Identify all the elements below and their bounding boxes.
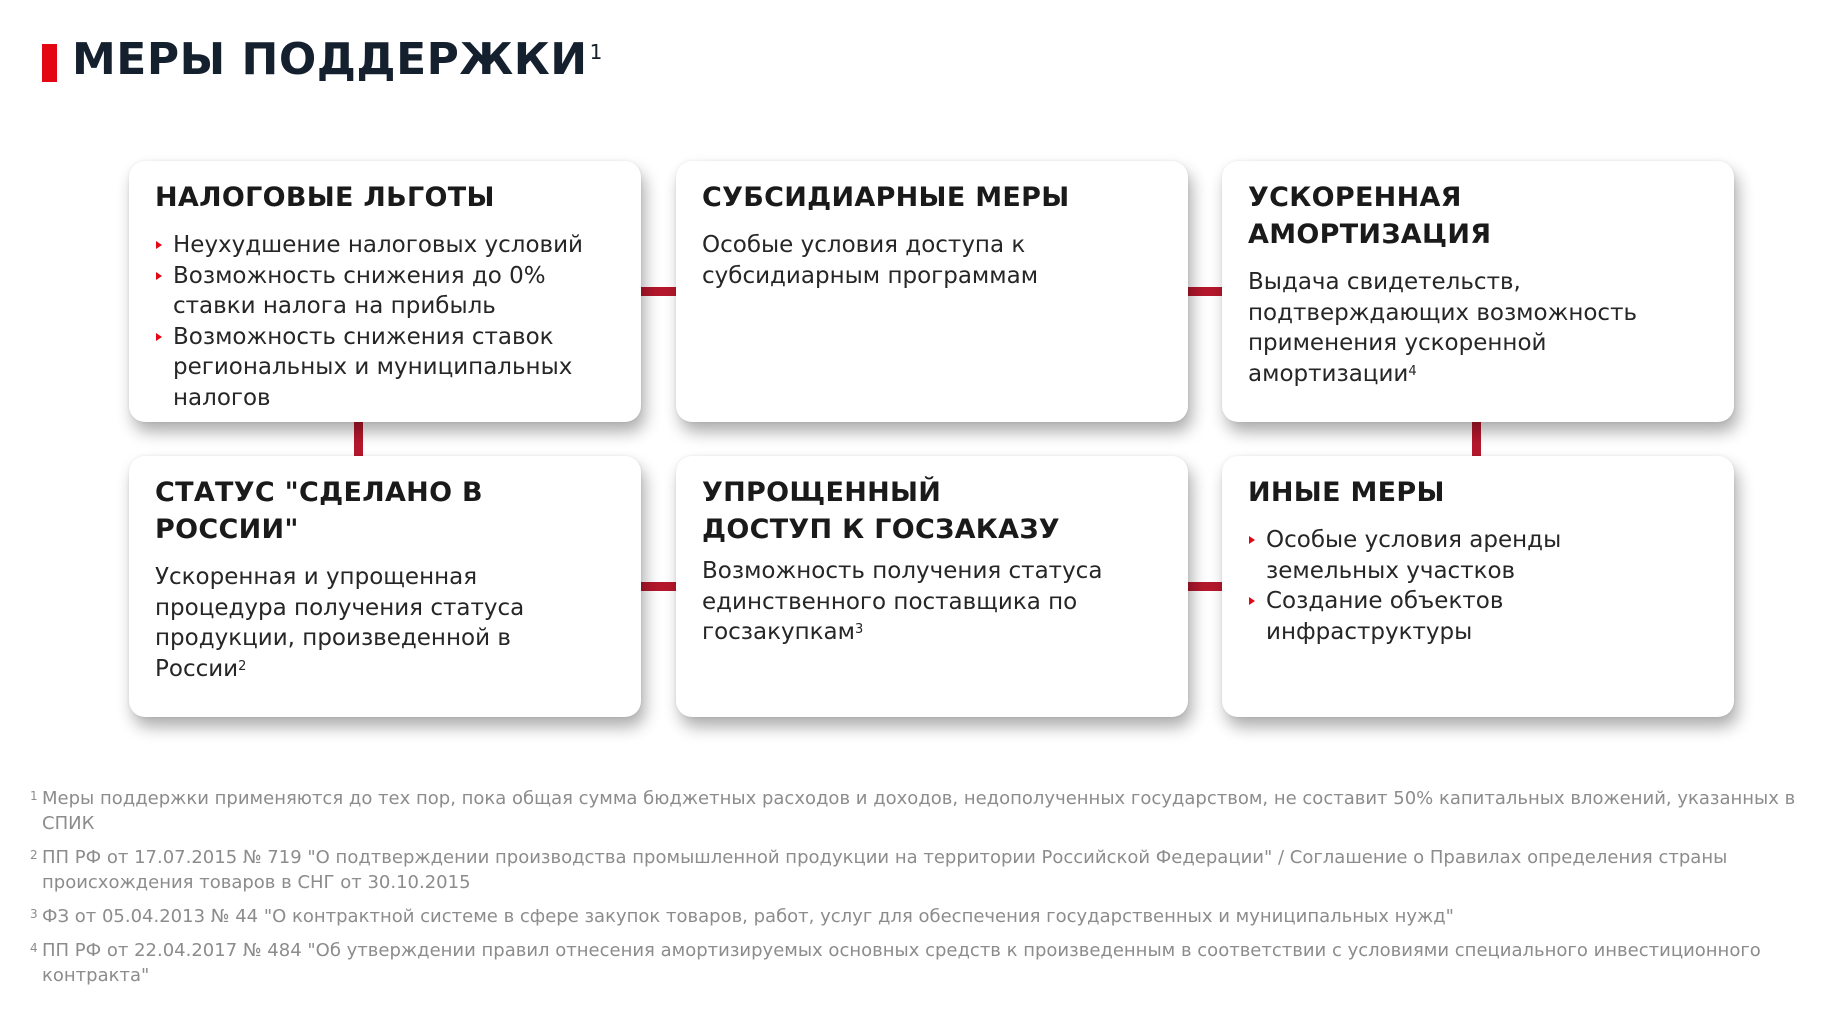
card-title: УСКОРЕННАЯ АМОРТИЗАЦИЯ	[1248, 182, 1492, 250]
footnote-text: ПП РФ от 17.07.2015 № 719 "О подтверждении производства промышленной продукции на территории Российской Федерации" / Соглашение о Правилах определения страны происхождения товаров в СНГ от 30.10.2015	[42, 847, 1728, 893]
footnote-ref: 3	[855, 622, 864, 637]
footnote-number: 2	[30, 848, 38, 862]
connector-subsidy-amortization	[1187, 287, 1224, 296]
card-text	[1248, 267, 1668, 389]
card-text-body: Ускоренная и упрощенная процедура получения статуса продукции, произведенной в России	[155, 564, 525, 682]
footnote-number: 4	[30, 941, 38, 955]
list-item: Неухудшение налоговых условий	[155, 230, 617, 261]
card-text	[702, 556, 1122, 648]
title-footnote-ref: 1	[589, 40, 603, 64]
footnote-text: ПП РФ от 22.04.2017 № 484 "Об утверждении правил отнесения амортизируемых основных средств к произведенным в соответствии с условиями специального инвестиционного контракта"	[42, 940, 1761, 986]
title-accent-bar	[42, 44, 57, 82]
footnote-ref: 2	[238, 658, 247, 674]
footnote-text: Меры поддержки применяются до тех пор, пока общая сумма бюджетных расходов и доходов, недополученных государством, не составит 50% капитальных вложений, указанных в СПИК	[42, 788, 1796, 834]
footnote-number: 3	[30, 907, 38, 921]
card-text-body: Выдача свидетельств, подтверждающих возможность применения ускоренной амортизации	[1248, 269, 1638, 387]
card-made-in-russia-status	[129, 456, 641, 717]
card-other-measures	[1222, 456, 1734, 717]
page-title-text: МЕРЫ ПОДДЕРЖКИ	[72, 34, 588, 85]
connector-status-procurement	[641, 582, 678, 591]
connector-amortization-other	[1472, 420, 1481, 456]
footnote-1	[30, 786, 1810, 836]
card-subsidy-measures	[676, 161, 1188, 422]
footnote-text: ФЗ от 05.04.2013 № 44 "О контрактной системе в сфере закупок товаров, работ, услуг для обеспечения государственных и муниципальных нужд"	[42, 906, 1454, 927]
card-title: НАЛОГОВЫЕ ЛЬГОТЫ	[155, 182, 495, 213]
footnote-ref: 4	[1408, 363, 1417, 379]
bullet-list	[1248, 525, 1710, 647]
card-title: УПРОЩЕННЫЙ ДОСТУП К ГОСЗАКАЗУ	[702, 477, 1060, 545]
card-title: СТАТУС "СДЕЛАНО В РОССИИ"	[155, 477, 483, 545]
card-procurement-access	[676, 456, 1188, 717]
card-title: ИНЫЕ МЕРЫ	[1248, 477, 1445, 508]
list-item: Возможность снижения до 0% ставки налога на прибыль	[155, 261, 617, 322]
footnote-number: 1	[30, 789, 38, 803]
card-text: Особые условия доступа к субсидиарным программам	[702, 232, 1039, 289]
connector-tax-status	[354, 420, 363, 456]
card-tax-benefits	[129, 161, 641, 422]
bullet-list	[155, 230, 617, 413]
footnote-4	[30, 938, 1810, 988]
page-title	[72, 34, 603, 85]
list-item: Создание объектов инфраструктуры	[1248, 586, 1710, 647]
connector-tax-subsidy	[641, 287, 678, 296]
list-item: Особые условия аренды земельных участков	[1248, 525, 1696, 586]
connector-procurement-other	[1187, 582, 1224, 591]
card-accelerated-amortization	[1222, 161, 1734, 422]
footnote-3	[30, 904, 1810, 929]
card-text-body: Возможность получения статуса единственного поставщика по госзакупкам	[702, 558, 1103, 645]
footnote-2	[30, 845, 1810, 895]
card-title: СУБСИДИАРНЫЕ МЕРЫ	[702, 182, 1070, 213]
footnotes	[30, 786, 1810, 997]
card-text	[155, 562, 535, 684]
list-item: Возможность снижения ставок региональных и муниципальных налогов	[155, 322, 617, 414]
